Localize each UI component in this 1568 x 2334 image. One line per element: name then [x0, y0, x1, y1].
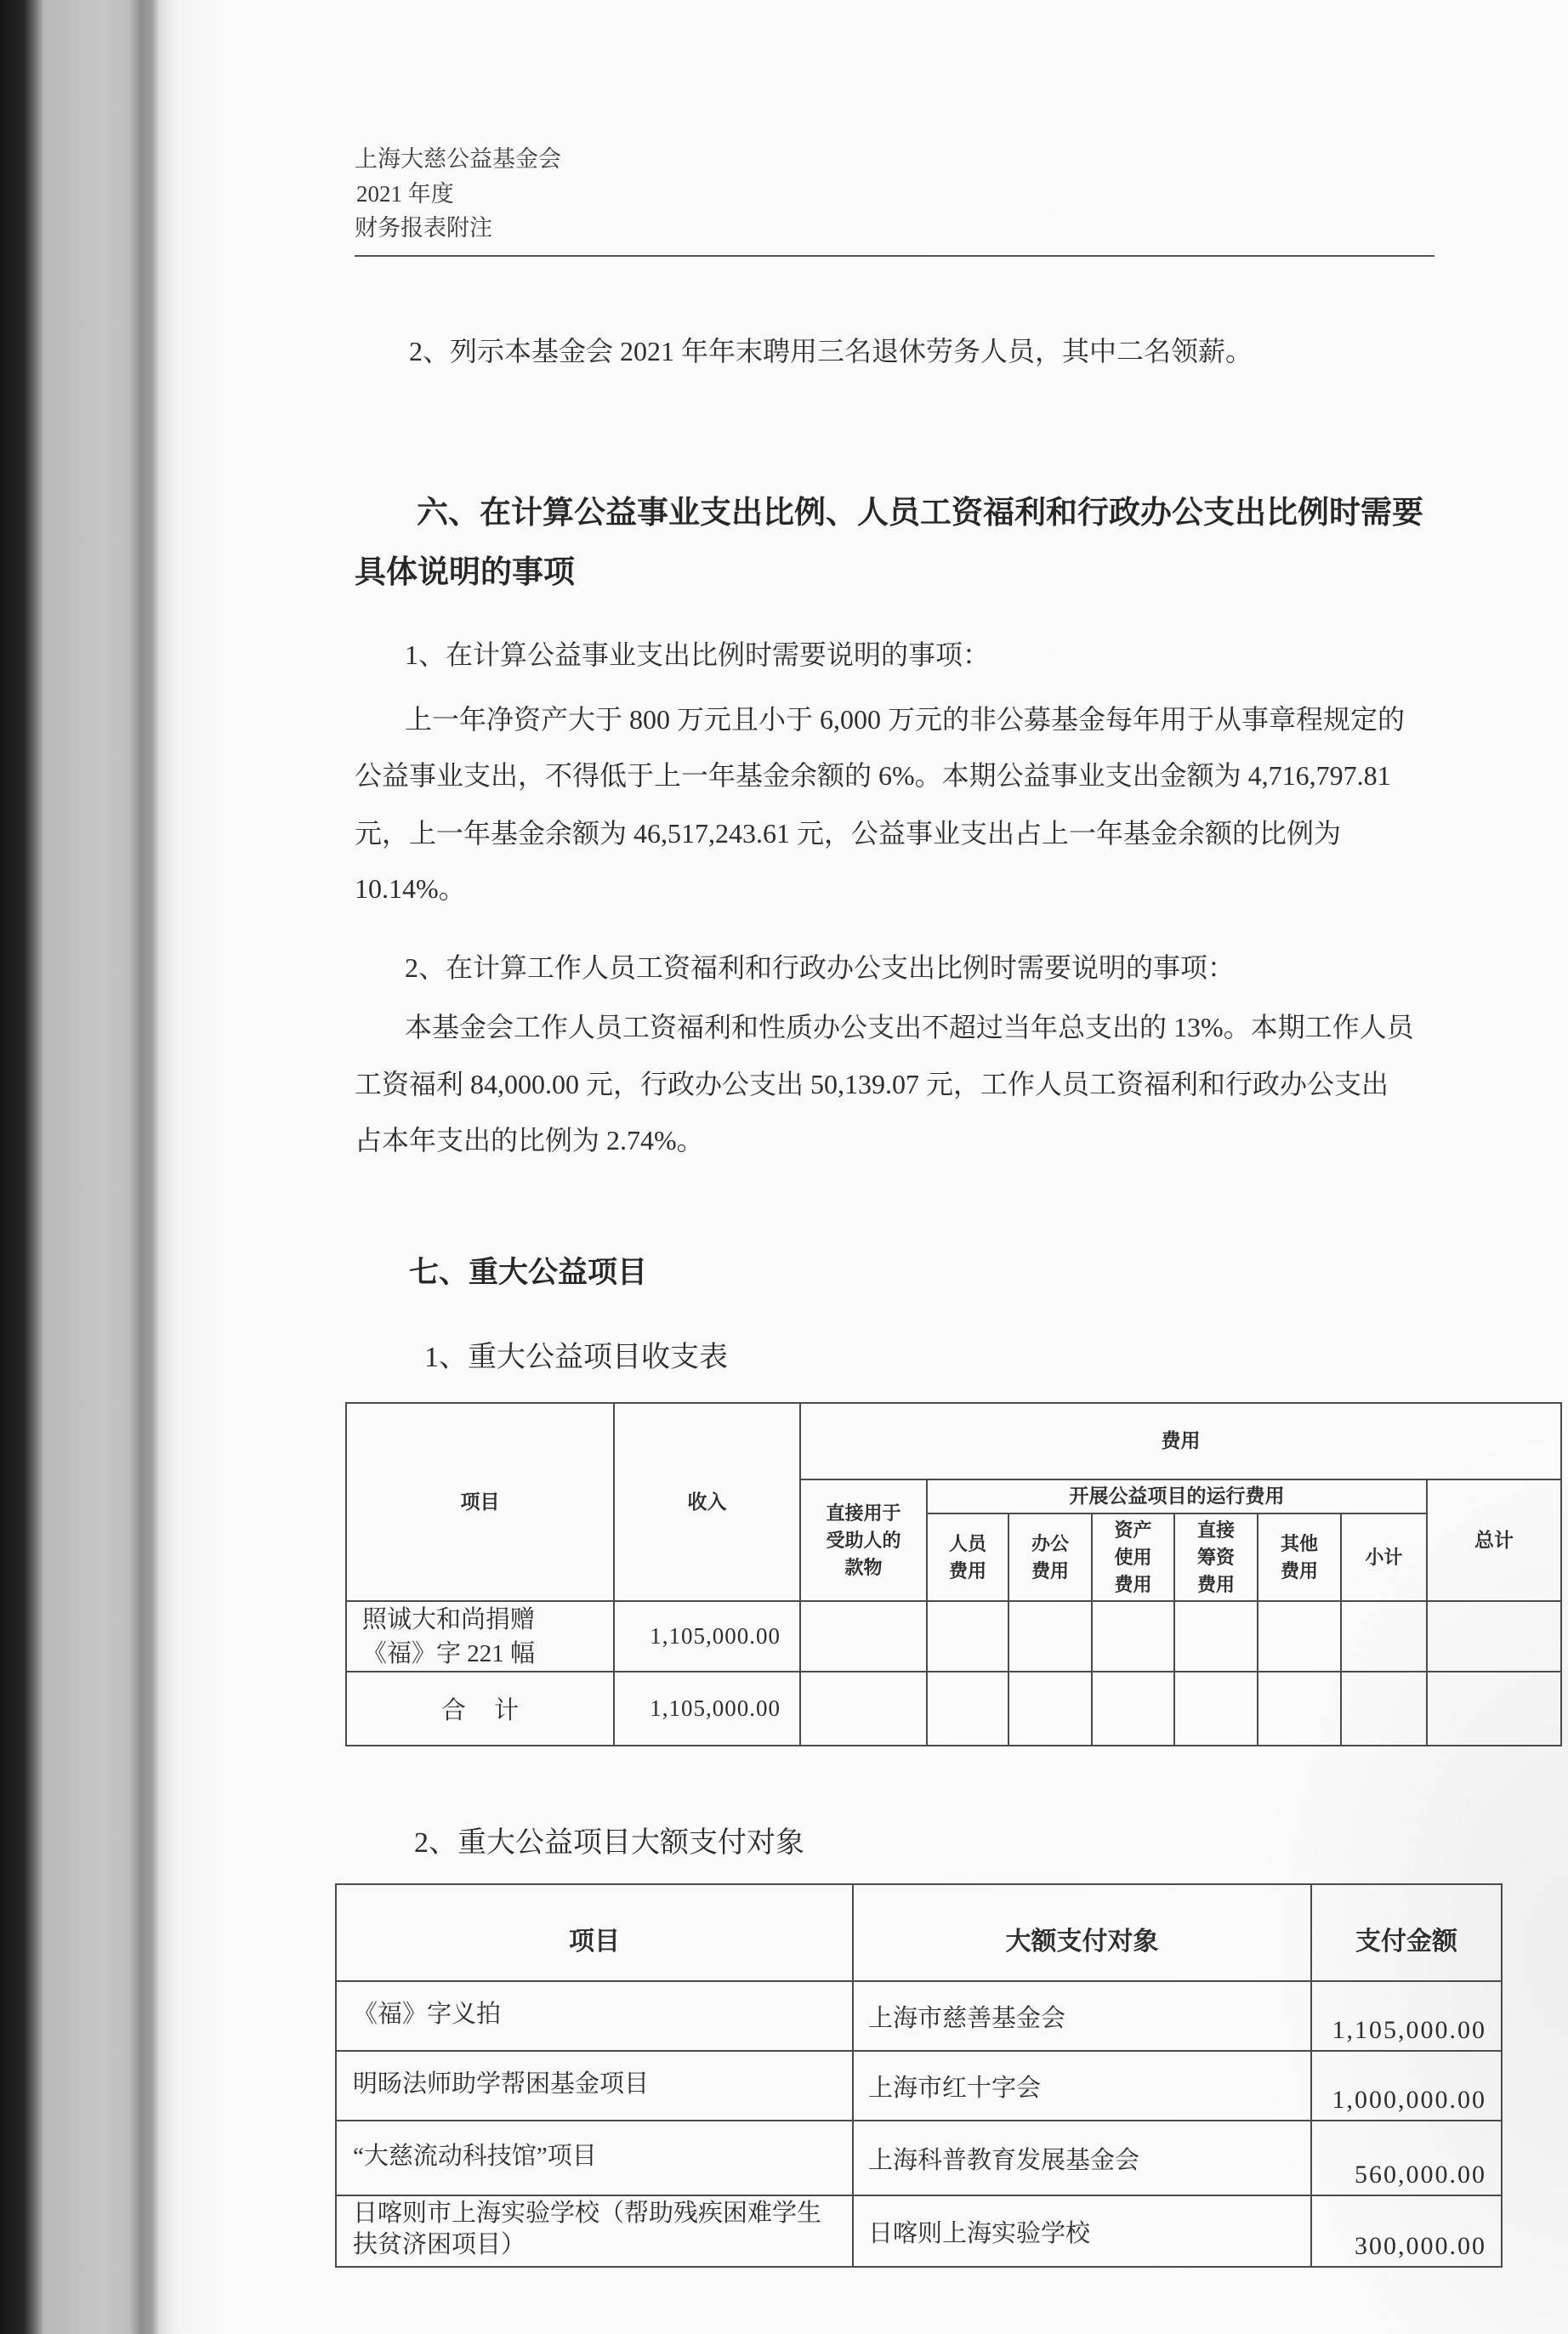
header-other-cell — [1258, 1513, 1341, 1601]
total-row — [346, 1672, 1561, 1746]
empty-cell — [1258, 1672, 1341, 1746]
header-project: 项目 — [336, 1884, 853, 1981]
header-office-cell — [1008, 1513, 1092, 1601]
table-row — [336, 2121, 1502, 2195]
empty-cell — [1341, 1601, 1427, 1672]
amount-cell: 1,105,000.00 — [1311, 1981, 1502, 2051]
section6-item2-line: 占本年支出的比例为 2.74%。 — [355, 1125, 704, 1156]
project-cell — [336, 2121, 853, 2195]
header-payee: 大额支付对象 — [853, 1884, 1311, 1981]
empty-cell — [1427, 1672, 1561, 1746]
project-cell — [336, 2051, 853, 2121]
header-subtotal: 小计 — [1365, 1546, 1403, 1568]
empty-cell — [800, 1672, 927, 1746]
income-cell: 1,105,000.00 — [614, 1601, 800, 1672]
amount-cell: 300,000.00 — [1311, 2195, 1502, 2267]
header-total: 总计 — [1427, 1479, 1561, 1601]
project-name: 《福》字义拍 — [353, 2000, 502, 2028]
empty-cell — [1092, 1601, 1174, 1672]
project-cell — [346, 1601, 614, 1672]
empty-cell — [927, 1601, 1008, 1672]
section6-item1-line: 上一年净资产大于 800 万元且小于 6,000 万元的非公募基金每年用于从事章程规定的 — [405, 704, 1406, 735]
payee-cell: 上海市慈善基金会 — [853, 1981, 1311, 2051]
section6-item2-line: 工资福利 84,000.00 元，行政办公支出 50,139.07 元，工作人员工资福利和行政办公支出 — [355, 1069, 1389, 1099]
header-organization: 上海大慈公益基金会 — [355, 146, 561, 172]
amount-cell: 1,000,000.00 — [1311, 2051, 1502, 2121]
header-document-title: 财务报表附注 — [355, 215, 492, 241]
header-operating-costs: 开展公益项目的运行费用 — [927, 1479, 1427, 1513]
project-name: 明旸法师助学帮困基金项目 — [353, 2070, 650, 2098]
header-direct-fundraising: 直接筹资费用 — [1196, 1519, 1235, 1595]
header-direct-aid-cell — [800, 1479, 927, 1601]
header-income: 收入 — [614, 1403, 800, 1601]
section6-item1-line: 公益事业支出，不得低于上一年基金余额的 6%。本期公益事业支出金额为 4,716,797.81 — [355, 760, 1391, 791]
table-row — [346, 1601, 1561, 1672]
section6-item1-heading: 1、在计算公益事业支出比例时需要说明的事项： — [405, 639, 991, 670]
header-divider — [355, 255, 1434, 257]
header-direct-aid: 直接用于受助人的款物 — [826, 1502, 901, 1578]
empty-cell — [1174, 1601, 1258, 1672]
section6-item1-line: 10.14%。 — [355, 873, 466, 904]
empty-cell — [1008, 1672, 1092, 1746]
header-personnel-cell — [927, 1513, 1008, 1601]
payments-table — [335, 1883, 1503, 2268]
header-year: 2021 年度 — [356, 181, 454, 207]
section6-item1-line: 元，上一年基金余额为 46,517,243.61 元，公益事业支出占上一年基金余额的比例为 — [355, 818, 1342, 849]
payee-cell: 上海市红十字会 — [853, 2051, 1311, 2121]
amount-cell: 560,000.00 — [1311, 2121, 1502, 2195]
payments-table-caption: 2、重大公益项目大额支付对象 — [414, 1827, 804, 1859]
header-personnel: 人员费用 — [948, 1532, 986, 1582]
project-name: 照诚大和尚捐赠《福》字 221 幅 — [362, 1605, 536, 1667]
table-row — [336, 2195, 1502, 2267]
income-expense-table-caption: 1、重大公益项目收支表 — [424, 1342, 728, 1373]
header-direct-fundraising-cell — [1174, 1513, 1258, 1601]
header-project: 项目 — [346, 1403, 614, 1601]
staff-note: 2、列示本基金会 2021 年年末聘用三名退休劳务人员，其中二名领薪。 — [409, 336, 1253, 366]
empty-cell — [1008, 1601, 1092, 1672]
empty-cell — [927, 1672, 1008, 1746]
project-cell — [336, 1981, 853, 2051]
project-name: “大慈流动科技馆”项目 — [353, 2142, 597, 2170]
header-expenses: 费用 — [800, 1403, 1561, 1479]
empty-cell — [1427, 1601, 1561, 1672]
empty-cell — [1092, 1672, 1174, 1746]
header-asset-use-cell — [1092, 1513, 1174, 1601]
section7-title: 七、重大公益项目 — [409, 1256, 648, 1289]
empty-cell — [1341, 1672, 1427, 1746]
section6-item2-line: 本基金会工作人员工资福利和性质办公支出不超过当年总支出的 13%。本期工作人员 — [405, 1012, 1414, 1042]
header-asset-use: 资产使用费用 — [1114, 1519, 1152, 1595]
header-other: 其他费用 — [1280, 1532, 1318, 1582]
section6-title-line1: 六、在计算公益事业支出比例、人员工资福利和行政办公支出比例时需要 — [417, 496, 1423, 531]
empty-cell — [1174, 1672, 1258, 1746]
total-label: 合 计 — [346, 1672, 614, 1746]
empty-cell — [800, 1601, 927, 1672]
total-income: 1,105,000.00 — [614, 1672, 800, 1746]
payee-cell: 上海科普教育发展基金会 — [853, 2121, 1311, 2195]
empty-cell — [1258, 1601, 1341, 1672]
section6-item2-heading: 2、在计算工作人员工资福利和行政办公支出比例时需要说明的事项： — [405, 952, 1236, 983]
project-cell — [336, 2195, 853, 2267]
header-subtotal-cell — [1341, 1513, 1427, 1601]
header-amount: 支付金额 — [1311, 1884, 1502, 1981]
table-row — [336, 1981, 1502, 2051]
project-name: 日喀则市上海实验学校（帮助残疾困难学生扶贫济困项目） — [353, 2200, 822, 2258]
income-expense-table — [345, 1402, 1562, 1746]
section6-title-line2: 具体说明的事项 — [355, 555, 575, 590]
table-row — [336, 2051, 1502, 2121]
header-office: 办公费用 — [1031, 1532, 1069, 1582]
payee-cell: 日喀则上海实验学校 — [853, 2195, 1311, 2267]
